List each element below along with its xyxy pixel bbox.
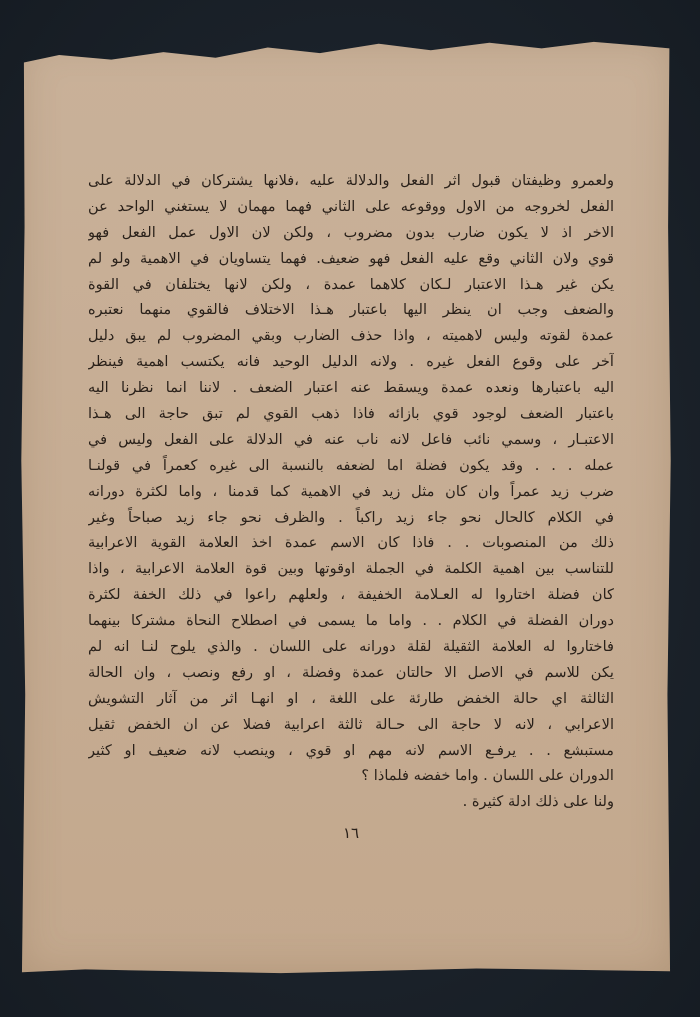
- text-line: باعتبار الضعف لوجود قوي بازائه فاذا ذهب القوي لم تبق حاجة الى هـذا: [88, 405, 614, 423]
- text-line: ذلك من المنصوبات . . فاذا كان الاسم عمدة اخذ العلامة القوية الاعرابية: [88, 534, 614, 552]
- text-line: ضرب زيد عمراً وان كان مثل زيد في الاهمية كما قدمنا ، واما لكثرة دورانه: [88, 482, 614, 500]
- text-line: اليه باعتبارها ونعده عمدة ويسقط عنه اعتبار الضعف . لاننا انما نظرنا اليه: [88, 379, 614, 397]
- text-line: الاخر اذ لا يكون ضارب بدون مضروب ، ولكن لان الاول عمل الفعل فهو: [88, 223, 614, 241]
- text-line: ولعمرو وظيفتان قبول اثر الفعل والدلالة عليه ،فلانها يشتركان في الدلالة على: [88, 172, 614, 189]
- text-line: في الكلام كالحال نحو جاء زيد راكباً . والظرف نحو جاء زيد صباحاً وغير: [88, 508, 614, 526]
- text-line: والضعف وجب ان ينظر اليها باعتبار هـذا الاختلاف فالقوي منهما نعتبره: [88, 301, 614, 319]
- text-line: عمدة لقوته وليس لاهميته ، واذا حذف الضارب وبقي المضروب لم يبق دليل: [88, 327, 614, 345]
- arabic-text-body: [88, 168, 614, 815]
- text-line: الثالثة اي حالة الخفض طارئة على اللغة ، او انهـا اثر من آثار التشويش: [88, 689, 614, 707]
- text-line: دوران الفضلة في الكلام . . واما ما يسمى في اصطلاح النحاة مشتركا بينهما: [88, 612, 614, 630]
- text-line: فاختاروا له العلامة الثقيلة لقلة دورانه على اللسان . والذي يلوح لنـا انه لم: [88, 638, 614, 656]
- text-line: مستبشع . . يرفـع الاسم لانه مهم او قوي ، وينصب لانه ضعيف او كثير: [88, 741, 614, 759]
- text-line: يكن للاسم في الاصل الا حالتان عمدة وفضلة ، او رفع ونصب ، وان الحالة: [88, 663, 614, 681]
- text-line: آخر على وقوع الفعل غيره . ولانه الدليل الوحيد فانه يكتسب اهمية فينظر: [88, 353, 614, 371]
- text-line: ولنا على ذلك ادلة كثيرة .: [462, 793, 614, 811]
- text-line: عمله . . . وقد يكون فضلة اما لضعفه بالنسبة الى غيره كعمراً في قولنـا: [88, 456, 614, 474]
- page-number: ١٦: [342, 824, 360, 842]
- text-line: للتناسب بين اهمية الكلمة في الجملة اوقوتها وبين قوة العلامة الاعرابية ، واذا: [88, 560, 614, 578]
- text-line: الدوران على اللسان . واما خفضه فلماذا ؟: [361, 767, 614, 785]
- text-line: الاعرابي ، لانه لا حاجة الى حـالة ثالثة اعرابية فضلا عن ان الخفض ثقيل: [88, 715, 614, 733]
- text-line: الاعتبـار ، وسمي نائب فاعل لانه ناب عنه في الدلالة على الفعل وليس في: [88, 430, 614, 448]
- text-line: كان فضلة اختاروا له العـلامة الخفيفة ، ولعلهم راعوا في ذلك الخفة لكثرة: [88, 586, 614, 604]
- text-line: الفعل لخروجه من الاول ووقوعه على الثاني فهما مهمان لا يستغني الواحد عن: [88, 197, 614, 215]
- text-line: قوي ولان الثاني وقع عليه الفعل فهو ضعيف. فهما يتساويان في الاهمية ولو لم: [88, 249, 614, 267]
- text-line: يكن غير هـذا الاعتبار لـكان كلاهما عمدة ، ولكن لانها يختلفان في القوة: [88, 275, 614, 293]
